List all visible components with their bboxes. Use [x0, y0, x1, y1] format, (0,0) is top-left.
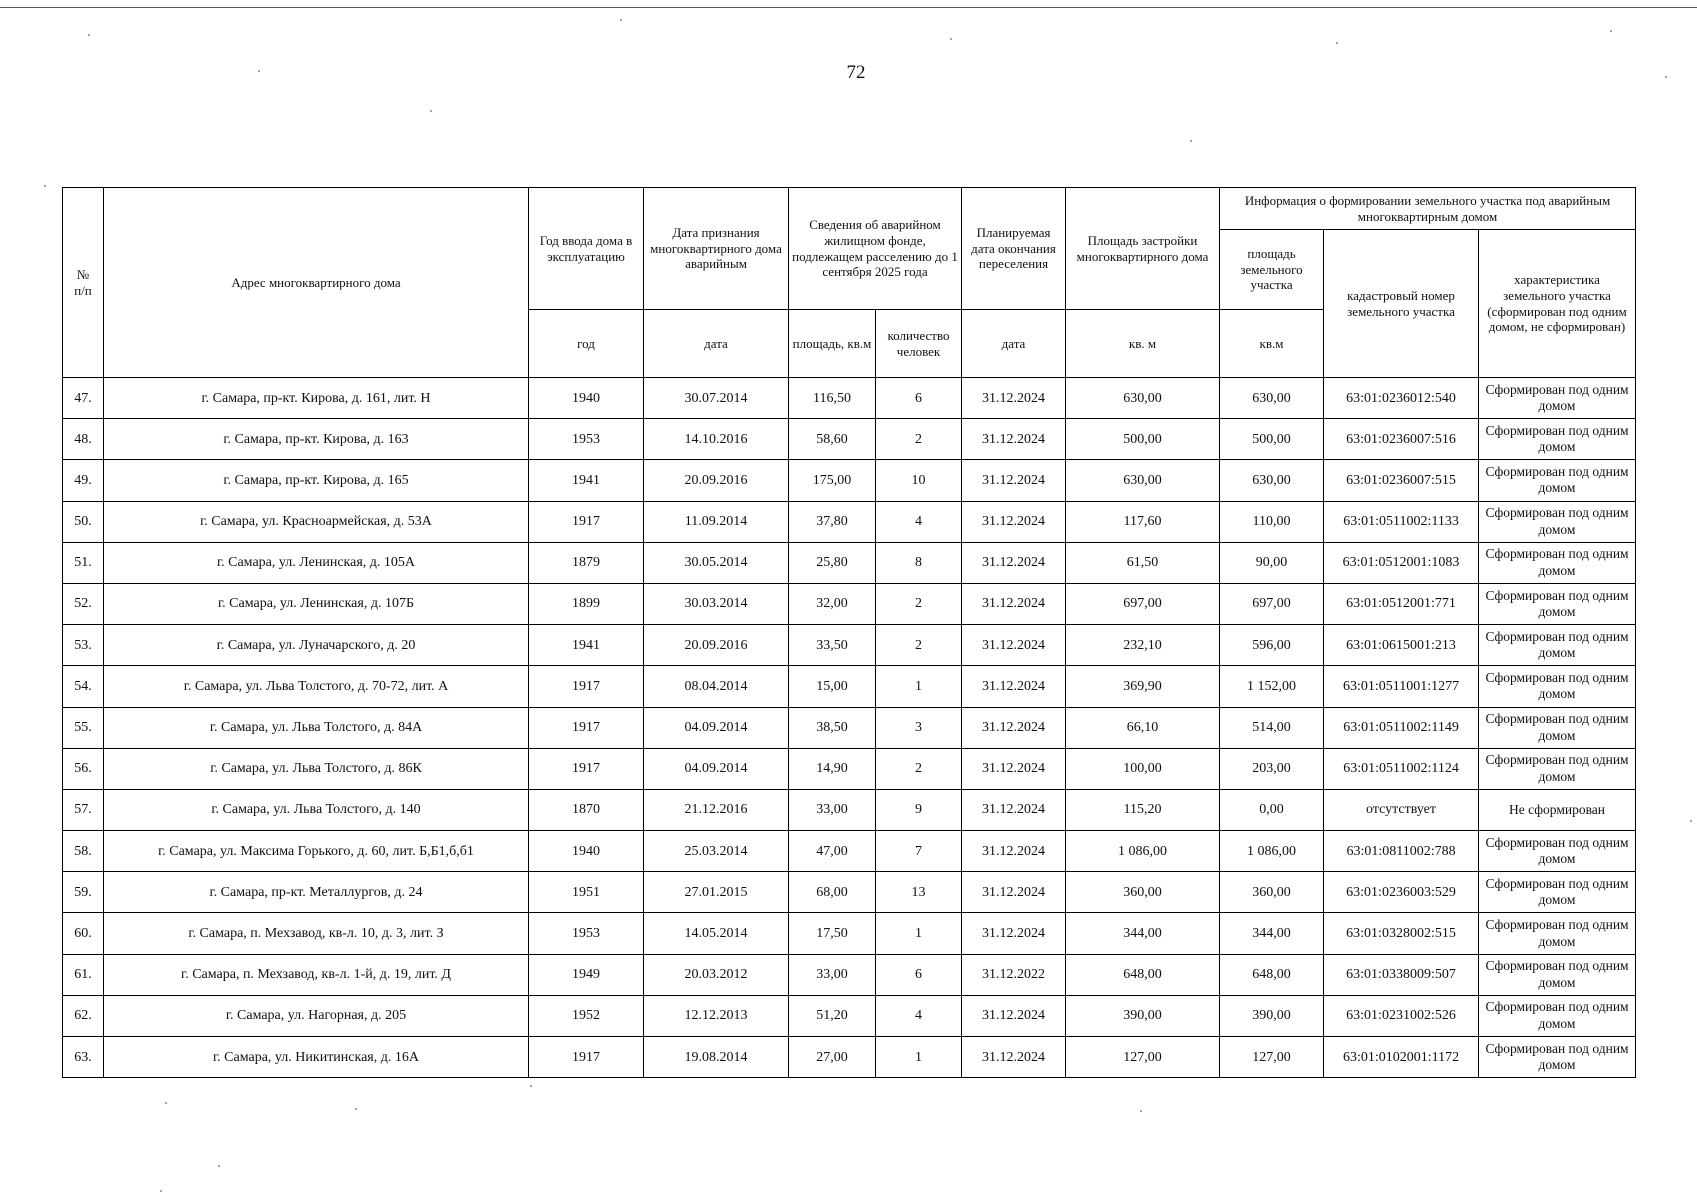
cell-year-built: 1917	[529, 707, 644, 748]
scan-speck	[160, 1190, 162, 1192]
cell-num: 47.	[63, 378, 104, 419]
table-row	[63, 583, 1636, 624]
cell-address: г. Самара, ул. Ленинская, д. 105А	[104, 542, 529, 583]
scan-speck	[218, 1165, 220, 1167]
table-row	[63, 1037, 1636, 1078]
cell-year-built: 1870	[529, 789, 644, 830]
table-row	[63, 995, 1636, 1036]
scan-speck	[44, 185, 46, 187]
cell-cadastral-number: 63:01:0511002:1149	[1324, 707, 1479, 748]
cell-land-area: 697,00	[1220, 583, 1324, 624]
cell-planned-date: 31.12.2024	[962, 831, 1066, 872]
cell-recognition-date: 30.07.2014	[644, 378, 789, 419]
cell-year-built: 1953	[529, 913, 644, 954]
header-land-area: площадь земельного участка	[1220, 230, 1324, 310]
cell-land-area: 596,00	[1220, 625, 1324, 666]
cell-recognition-date: 27.01.2015	[644, 872, 789, 913]
cell-planned-date: 31.12.2024	[962, 460, 1066, 501]
cell-recognition-date: 14.10.2016	[644, 419, 789, 460]
cell-planned-date: 31.12.2024	[962, 378, 1066, 419]
unit-land-area: кв.м	[1220, 310, 1324, 378]
cell-recognition-date: 12.12.2013	[644, 995, 789, 1036]
cell-cadastral-number: 63:01:0811002:788	[1324, 831, 1479, 872]
cell-planned-date: 31.12.2024	[962, 583, 1066, 624]
cell-people-count: 4	[876, 501, 962, 542]
scan-speck	[355, 1108, 357, 1110]
cell-land-area: 500,00	[1220, 419, 1324, 460]
cell-year-built: 1941	[529, 460, 644, 501]
table-row	[63, 666, 1636, 707]
cell-address: г. Самара, ул. Льва Толстого, д. 84А	[104, 707, 529, 748]
cell-recognition-date: 08.04.2014	[644, 666, 789, 707]
cell-land-area: 90,00	[1220, 542, 1324, 583]
cell-planned-date: 31.12.2024	[962, 748, 1066, 789]
cell-emergency-area: 58,60	[789, 419, 876, 460]
cell-emergency-area: 47,00	[789, 831, 876, 872]
cell-emergency-area: 38,50	[789, 707, 876, 748]
cell-planned-date: 31.12.2024	[962, 625, 1066, 666]
header-cadastral: кадастровый номер земельного участка	[1324, 230, 1479, 378]
cell-land-characteristic: Сформирован под одним домом	[1479, 625, 1636, 666]
table-row	[63, 625, 1636, 666]
cell-emergency-area: 116,50	[789, 378, 876, 419]
unit-year: год	[529, 310, 644, 378]
table-row	[63, 913, 1636, 954]
scan-speck	[1610, 30, 1612, 32]
cell-land-characteristic: Сформирован под одним домом	[1479, 913, 1636, 954]
cell-land-characteristic: Сформирован под одним домом	[1479, 954, 1636, 995]
cell-land-characteristic: Сформирован под одним домом	[1479, 542, 1636, 583]
cell-recognition-date: 30.05.2014	[644, 542, 789, 583]
cell-emergency-area: 37,80	[789, 501, 876, 542]
header-num: № п/п	[63, 188, 104, 378]
cell-built-area: 369,90	[1066, 666, 1220, 707]
table-row	[63, 460, 1636, 501]
cell-recognition-date: 11.09.2014	[644, 501, 789, 542]
cell-land-area: 648,00	[1220, 954, 1324, 995]
unit-plan-date: дата	[962, 310, 1066, 378]
cell-emergency-area: 33,00	[789, 954, 876, 995]
cell-people-count: 13	[876, 872, 962, 913]
cell-emergency-area: 68,00	[789, 872, 876, 913]
cell-land-characteristic: Сформирован под одним домом	[1479, 831, 1636, 872]
emergency-housing-table	[62, 187, 1636, 1078]
cell-emergency-area: 14,90	[789, 748, 876, 789]
header-emergency-fund: Сведения об аварийном жилищном фонде, подлежащем расселению до 1 сентября 2025 года	[789, 188, 962, 310]
cell-address: г. Самара, пр-кт. Кирова, д. 161, лит. Н	[104, 378, 529, 419]
cell-built-area: 630,00	[1066, 378, 1220, 419]
cell-built-area: 360,00	[1066, 872, 1220, 913]
cell-cadastral-number: 63:01:0236012:540	[1324, 378, 1479, 419]
cell-land-area: 360,00	[1220, 872, 1324, 913]
cell-built-area: 115,20	[1066, 789, 1220, 830]
cell-year-built: 1951	[529, 872, 644, 913]
cell-year-built: 1917	[529, 1037, 644, 1078]
cell-people-count: 2	[876, 583, 962, 624]
cell-people-count: 2	[876, 419, 962, 460]
cell-recognition-date: 14.05.2014	[644, 913, 789, 954]
cell-year-built: 1953	[529, 419, 644, 460]
cell-year-built: 1879	[529, 542, 644, 583]
cell-recognition-date: 20.09.2016	[644, 625, 789, 666]
cell-emergency-area: 17,50	[789, 913, 876, 954]
cell-address: г. Самара, ул. Нагорная, д. 205	[104, 995, 529, 1036]
cell-people-count: 1	[876, 1037, 962, 1078]
cell-num: 55.	[63, 707, 104, 748]
cell-land-area: 390,00	[1220, 995, 1324, 1036]
cell-num: 51.	[63, 542, 104, 583]
cell-emergency-area: 33,50	[789, 625, 876, 666]
cell-cadastral-number: 63:01:0338009:507	[1324, 954, 1479, 995]
cell-emergency-area: 32,00	[789, 583, 876, 624]
cell-built-area: 500,00	[1066, 419, 1220, 460]
cell-recognition-date: 04.09.2014	[644, 748, 789, 789]
cell-people-count: 3	[876, 707, 962, 748]
cell-cadastral-number: 63:01:0512001:771	[1324, 583, 1479, 624]
cell-address: г. Самара, ул. Ленинская, д. 107Б	[104, 583, 529, 624]
cell-built-area: 66,10	[1066, 707, 1220, 748]
cell-num: 49.	[63, 460, 104, 501]
cell-address: г. Самара, ул. Красноармейская, д. 53А	[104, 501, 529, 542]
cell-recognition-date: 20.03.2012	[644, 954, 789, 995]
cell-built-area: 648,00	[1066, 954, 1220, 995]
cell-land-characteristic: Сформирован под одним домом	[1479, 501, 1636, 542]
cell-people-count: 2	[876, 748, 962, 789]
cell-address: г. Самара, ул. Максима Горького, д. 60, лит. Б,Б1,б,б1	[104, 831, 529, 872]
table-row	[63, 501, 1636, 542]
cell-year-built: 1917	[529, 666, 644, 707]
cell-land-characteristic: Сформирован под одним домом	[1479, 583, 1636, 624]
cell-built-area: 100,00	[1066, 748, 1220, 789]
cell-emergency-area: 15,00	[789, 666, 876, 707]
table-row	[63, 419, 1636, 460]
cell-recognition-date: 04.09.2014	[644, 707, 789, 748]
scan-speck	[1140, 1110, 1142, 1112]
scan-speck	[1190, 140, 1192, 142]
unit-area: площадь, кв.м	[789, 310, 876, 378]
cell-year-built: 1952	[529, 995, 644, 1036]
table-row	[63, 789, 1636, 830]
cell-people-count: 2	[876, 625, 962, 666]
cell-people-count: 6	[876, 378, 962, 419]
cell-cadastral-number: 63:01:0512001:1083	[1324, 542, 1479, 583]
cell-address: г. Самара, ул. Льва Толстого, д. 140	[104, 789, 529, 830]
cell-num: 52.	[63, 583, 104, 624]
cell-land-characteristic: Сформирован под одним домом	[1479, 419, 1636, 460]
cell-year-built: 1941	[529, 625, 644, 666]
page-number: 72	[846, 62, 866, 83]
header-year-built: Год ввода дома в эксплуатацию	[529, 188, 644, 310]
cell-year-built: 1940	[529, 378, 644, 419]
cell-land-characteristic: Не сформирован	[1479, 789, 1636, 830]
scan-speck	[530, 1085, 532, 1087]
cell-built-area: 127,00	[1066, 1037, 1220, 1078]
header-recognition-date: Дата признания многоквартирного дома аварийным	[644, 188, 789, 310]
cell-cadastral-number: 63:01:0236007:515	[1324, 460, 1479, 501]
cell-num: 58.	[63, 831, 104, 872]
cell-land-area: 514,00	[1220, 707, 1324, 748]
cell-planned-date: 31.12.2024	[962, 419, 1066, 460]
cell-people-count: 8	[876, 542, 962, 583]
cell-land-area: 630,00	[1220, 460, 1324, 501]
cell-emergency-area: 33,00	[789, 789, 876, 830]
cell-people-count: 1	[876, 666, 962, 707]
cell-land-area: 127,00	[1220, 1037, 1324, 1078]
cell-cadastral-number: 63:01:0231002:526	[1324, 995, 1479, 1036]
scan-speck	[430, 110, 432, 112]
cell-people-count: 7	[876, 831, 962, 872]
cell-cadastral-number: 63:01:0328002:515	[1324, 913, 1479, 954]
cell-people-count: 1	[876, 913, 962, 954]
cell-num: 56.	[63, 748, 104, 789]
cell-land-characteristic: Сформирован под одним домом	[1479, 995, 1636, 1036]
table-header	[63, 188, 1636, 378]
cell-year-built: 1917	[529, 501, 644, 542]
cell-year-built: 1917	[529, 748, 644, 789]
cell-planned-date: 31.12.2024	[962, 995, 1066, 1036]
cell-planned-date: 31.12.2024	[962, 542, 1066, 583]
cell-num: 48.	[63, 419, 104, 460]
cell-recognition-date: 30.03.2014	[644, 583, 789, 624]
cell-planned-date: 31.12.2024	[962, 707, 1066, 748]
cell-land-characteristic: Сформирован под одним домом	[1479, 666, 1636, 707]
cell-planned-date: 31.12.2024	[962, 666, 1066, 707]
table-row	[63, 831, 1636, 872]
cell-planned-date: 31.12.2024	[962, 1037, 1066, 1078]
header-planned-date: Планируемая дата окончания переселения	[962, 188, 1066, 310]
cell-num: 50.	[63, 501, 104, 542]
cell-land-characteristic: Сформирован под одним домом	[1479, 460, 1636, 501]
cell-year-built: 1949	[529, 954, 644, 995]
scan-speck	[258, 70, 260, 72]
header-address: Адрес многоквартирного дома	[104, 188, 529, 378]
cell-cadastral-number: отсутствует	[1324, 789, 1479, 830]
cell-people-count: 6	[876, 954, 962, 995]
table-row	[63, 954, 1636, 995]
cell-built-area: 344,00	[1066, 913, 1220, 954]
cell-recognition-date: 25.03.2014	[644, 831, 789, 872]
cell-year-built: 1899	[529, 583, 644, 624]
cell-land-area: 344,00	[1220, 913, 1324, 954]
cell-planned-date: 31.12.2024	[962, 501, 1066, 542]
header-built-area: Площадь застройки многоквартирного дома	[1066, 188, 1220, 310]
cell-recognition-date: 20.09.2016	[644, 460, 789, 501]
cell-cadastral-number: 63:01:0236007:516	[1324, 419, 1479, 460]
table-row	[63, 872, 1636, 913]
cell-land-characteristic: Сформирован под одним домом	[1479, 378, 1636, 419]
unit-date: дата	[644, 310, 789, 378]
cell-land-characteristic: Сформирован под одним домом	[1479, 1037, 1636, 1078]
cell-emergency-area: 27,00	[789, 1037, 876, 1078]
cell-emergency-area: 25,80	[789, 542, 876, 583]
cell-land-characteristic: Сформирован под одним домом	[1479, 748, 1636, 789]
cell-planned-date: 31.12.2024	[962, 789, 1066, 830]
cell-cadastral-number: 63:01:0511002:1124	[1324, 748, 1479, 789]
cell-address: г. Самара, пр-кт. Кирова, д. 163	[104, 419, 529, 460]
cell-cadastral-number: 63:01:0511001:1277	[1324, 666, 1479, 707]
cell-people-count: 9	[876, 789, 962, 830]
cell-cadastral-number: 63:01:0511002:1133	[1324, 501, 1479, 542]
cell-built-area: 61,50	[1066, 542, 1220, 583]
cell-land-area: 110,00	[1220, 501, 1324, 542]
cell-emergency-area: 51,20	[789, 995, 876, 1036]
scan-top-edge	[0, 7, 1697, 8]
scan-speck	[1690, 820, 1692, 822]
cell-cadastral-number: 63:01:0102001:1172	[1324, 1037, 1479, 1078]
cell-address: г. Самара, п. Мехзавод, кв-л. 1-й, д. 19, лит. Д	[104, 954, 529, 995]
cell-address: г. Самара, ул. Льва Толстого, д. 70-72, лит. А	[104, 666, 529, 707]
cell-emergency-area: 175,00	[789, 460, 876, 501]
cell-address: г. Самара, пр-кт. Металлургов, д. 24	[104, 872, 529, 913]
cell-land-area: 203,00	[1220, 748, 1324, 789]
cell-num: 62.	[63, 995, 104, 1036]
cell-planned-date: 31.12.2024	[962, 872, 1066, 913]
cell-people-count: 4	[876, 995, 962, 1036]
cell-year-built: 1940	[529, 831, 644, 872]
cell-built-area: 390,00	[1066, 995, 1220, 1036]
scan-speck	[1665, 76, 1667, 78]
scan-speck	[620, 19, 622, 21]
table-row	[63, 378, 1636, 419]
header-land-info: Информация о формировании земельного участка под аварийным многоквартирным домом	[1220, 188, 1636, 230]
cell-recognition-date: 19.08.2014	[644, 1037, 789, 1078]
scan-speck	[165, 1102, 167, 1104]
scan-speck	[950, 38, 952, 40]
table-row	[63, 748, 1636, 789]
cell-land-area: 1 152,00	[1220, 666, 1324, 707]
cell-address: г. Самара, ул. Луначарского, д. 20	[104, 625, 529, 666]
cell-num: 54.	[63, 666, 104, 707]
cell-address: г. Самара, пр-кт. Кирова, д. 165	[104, 460, 529, 501]
cell-planned-date: 31.12.2024	[962, 913, 1066, 954]
cell-num: 60.	[63, 913, 104, 954]
cell-built-area: 1 086,00	[1066, 831, 1220, 872]
cell-num: 53.	[63, 625, 104, 666]
cell-land-area: 630,00	[1220, 378, 1324, 419]
cell-built-area: 232,10	[1066, 625, 1220, 666]
cell-built-area: 630,00	[1066, 460, 1220, 501]
cell-land-area: 0,00	[1220, 789, 1324, 830]
cell-land-characteristic: Сформирован под одним домом	[1479, 707, 1636, 748]
table-row	[63, 707, 1636, 748]
cell-recognition-date: 21.12.2016	[644, 789, 789, 830]
cell-people-count: 10	[876, 460, 962, 501]
cell-built-area: 697,00	[1066, 583, 1220, 624]
cell-address: г. Самара, п. Мехзавод, кв-л. 10, д. 3, лит. З	[104, 913, 529, 954]
cell-cadastral-number: 63:01:0236003:529	[1324, 872, 1479, 913]
header-land-char: характеристика земельного участка (сформирован под одним домом, не сформирован)	[1479, 230, 1636, 378]
cell-num: 63.	[63, 1037, 104, 1078]
table-row	[63, 542, 1636, 583]
cell-land-characteristic: Сформирован под одним домом	[1479, 872, 1636, 913]
scan-speck	[88, 34, 90, 36]
cell-num: 59.	[63, 872, 104, 913]
unit-people: количество человек	[876, 310, 962, 378]
cell-num: 57.	[63, 789, 104, 830]
scan-speck	[1336, 42, 1338, 44]
cell-num: 61.	[63, 954, 104, 995]
cell-cadastral-number: 63:01:0615001:213	[1324, 625, 1479, 666]
cell-planned-date: 31.12.2022	[962, 954, 1066, 995]
table-body	[63, 378, 1636, 1078]
cell-address: г. Самара, ул. Никитинская, д. 16А	[104, 1037, 529, 1078]
cell-built-area: 117,60	[1066, 501, 1220, 542]
cell-land-area: 1 086,00	[1220, 831, 1324, 872]
cell-address: г. Самара, ул. Льва Толстого, д. 86К	[104, 748, 529, 789]
unit-built-area: кв. м	[1066, 310, 1220, 378]
